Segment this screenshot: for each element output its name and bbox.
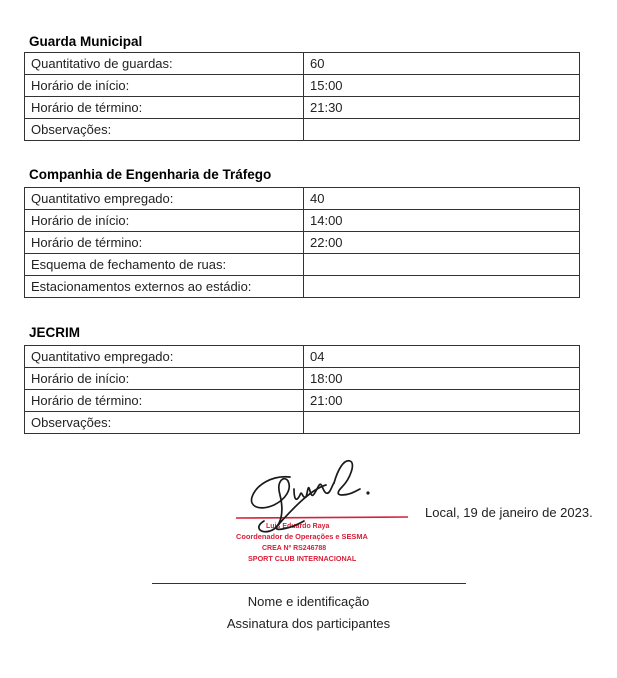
stamp-line: Coordenador de Operações e SESMA <box>236 532 368 541</box>
name-label: Nome e identificação <box>247 594 370 609</box>
table-row <box>25 276 580 298</box>
row-value <box>304 276 580 298</box>
row-value: 60 <box>304 53 580 75</box>
row-label: Observações: <box>25 119 304 141</box>
table-row <box>25 53 580 75</box>
section-title-jecrim: JECRIM <box>29 325 81 340</box>
row-value: 21:30 <box>304 97 580 119</box>
table-row <box>25 412 580 434</box>
row-value <box>304 119 580 141</box>
table-row <box>25 368 580 390</box>
row-label: Horário de início: <box>25 75 304 97</box>
table-row <box>25 232 580 254</box>
row-label: Horário de início: <box>25 368 304 390</box>
row-label: Estacionamentos externos ao estádio: <box>25 276 304 298</box>
table-row <box>25 119 580 141</box>
row-value: 04 <box>304 346 580 368</box>
row-value: 15:00 <box>304 75 580 97</box>
section-title-guarda-municipal: Guarda Municipal <box>29 34 143 49</box>
table-row <box>25 210 580 232</box>
stamp-line: Luis Eduardo Raya <box>266 523 330 530</box>
row-value <box>304 412 580 434</box>
row-label: Horário de início: <box>25 210 304 232</box>
row-label: Quantitativo empregado: <box>25 346 304 368</box>
row-value: 40 <box>304 188 580 210</box>
engenharia-trafego-table <box>24 187 580 298</box>
table-row <box>25 346 580 368</box>
signature-stamp <box>230 455 420 575</box>
row-value: 14:00 <box>304 210 580 232</box>
row-value: 18:00 <box>304 368 580 390</box>
stamp-line: CREA Nº RS246788 <box>262 545 327 552</box>
row-label: Horário de término: <box>25 390 304 412</box>
stamp-line: SPORT CLUB INTERNACIONAL <box>248 554 357 563</box>
table-row <box>25 97 580 119</box>
table-row <box>25 254 580 276</box>
row-label: Horário de término: <box>25 232 304 254</box>
row-value: 21:00 <box>304 390 580 412</box>
row-label: Quantitativo de guardas: <box>25 53 304 75</box>
row-value <box>304 254 580 276</box>
row-label: Horário de término: <box>25 97 304 119</box>
row-value: 22:00 <box>304 232 580 254</box>
local-date: Local, 19 de janeiro de 2023. <box>425 505 593 520</box>
row-label: Observações: <box>25 412 304 434</box>
table-row <box>25 188 580 210</box>
row-label: Esquema de fechamento de ruas: <box>25 254 304 276</box>
table-row <box>25 75 580 97</box>
signature-label: Assinatura dos participantes <box>226 616 391 631</box>
jecrim-table <box>24 345 580 434</box>
table-row <box>25 390 580 412</box>
signature-line <box>152 583 466 584</box>
section-title-engenharia-trafego: Companhia de Engenharia de Tráfego <box>29 167 272 182</box>
guarda-municipal-table <box>24 52 580 141</box>
row-label: Quantitativo empregado: <box>25 188 304 210</box>
